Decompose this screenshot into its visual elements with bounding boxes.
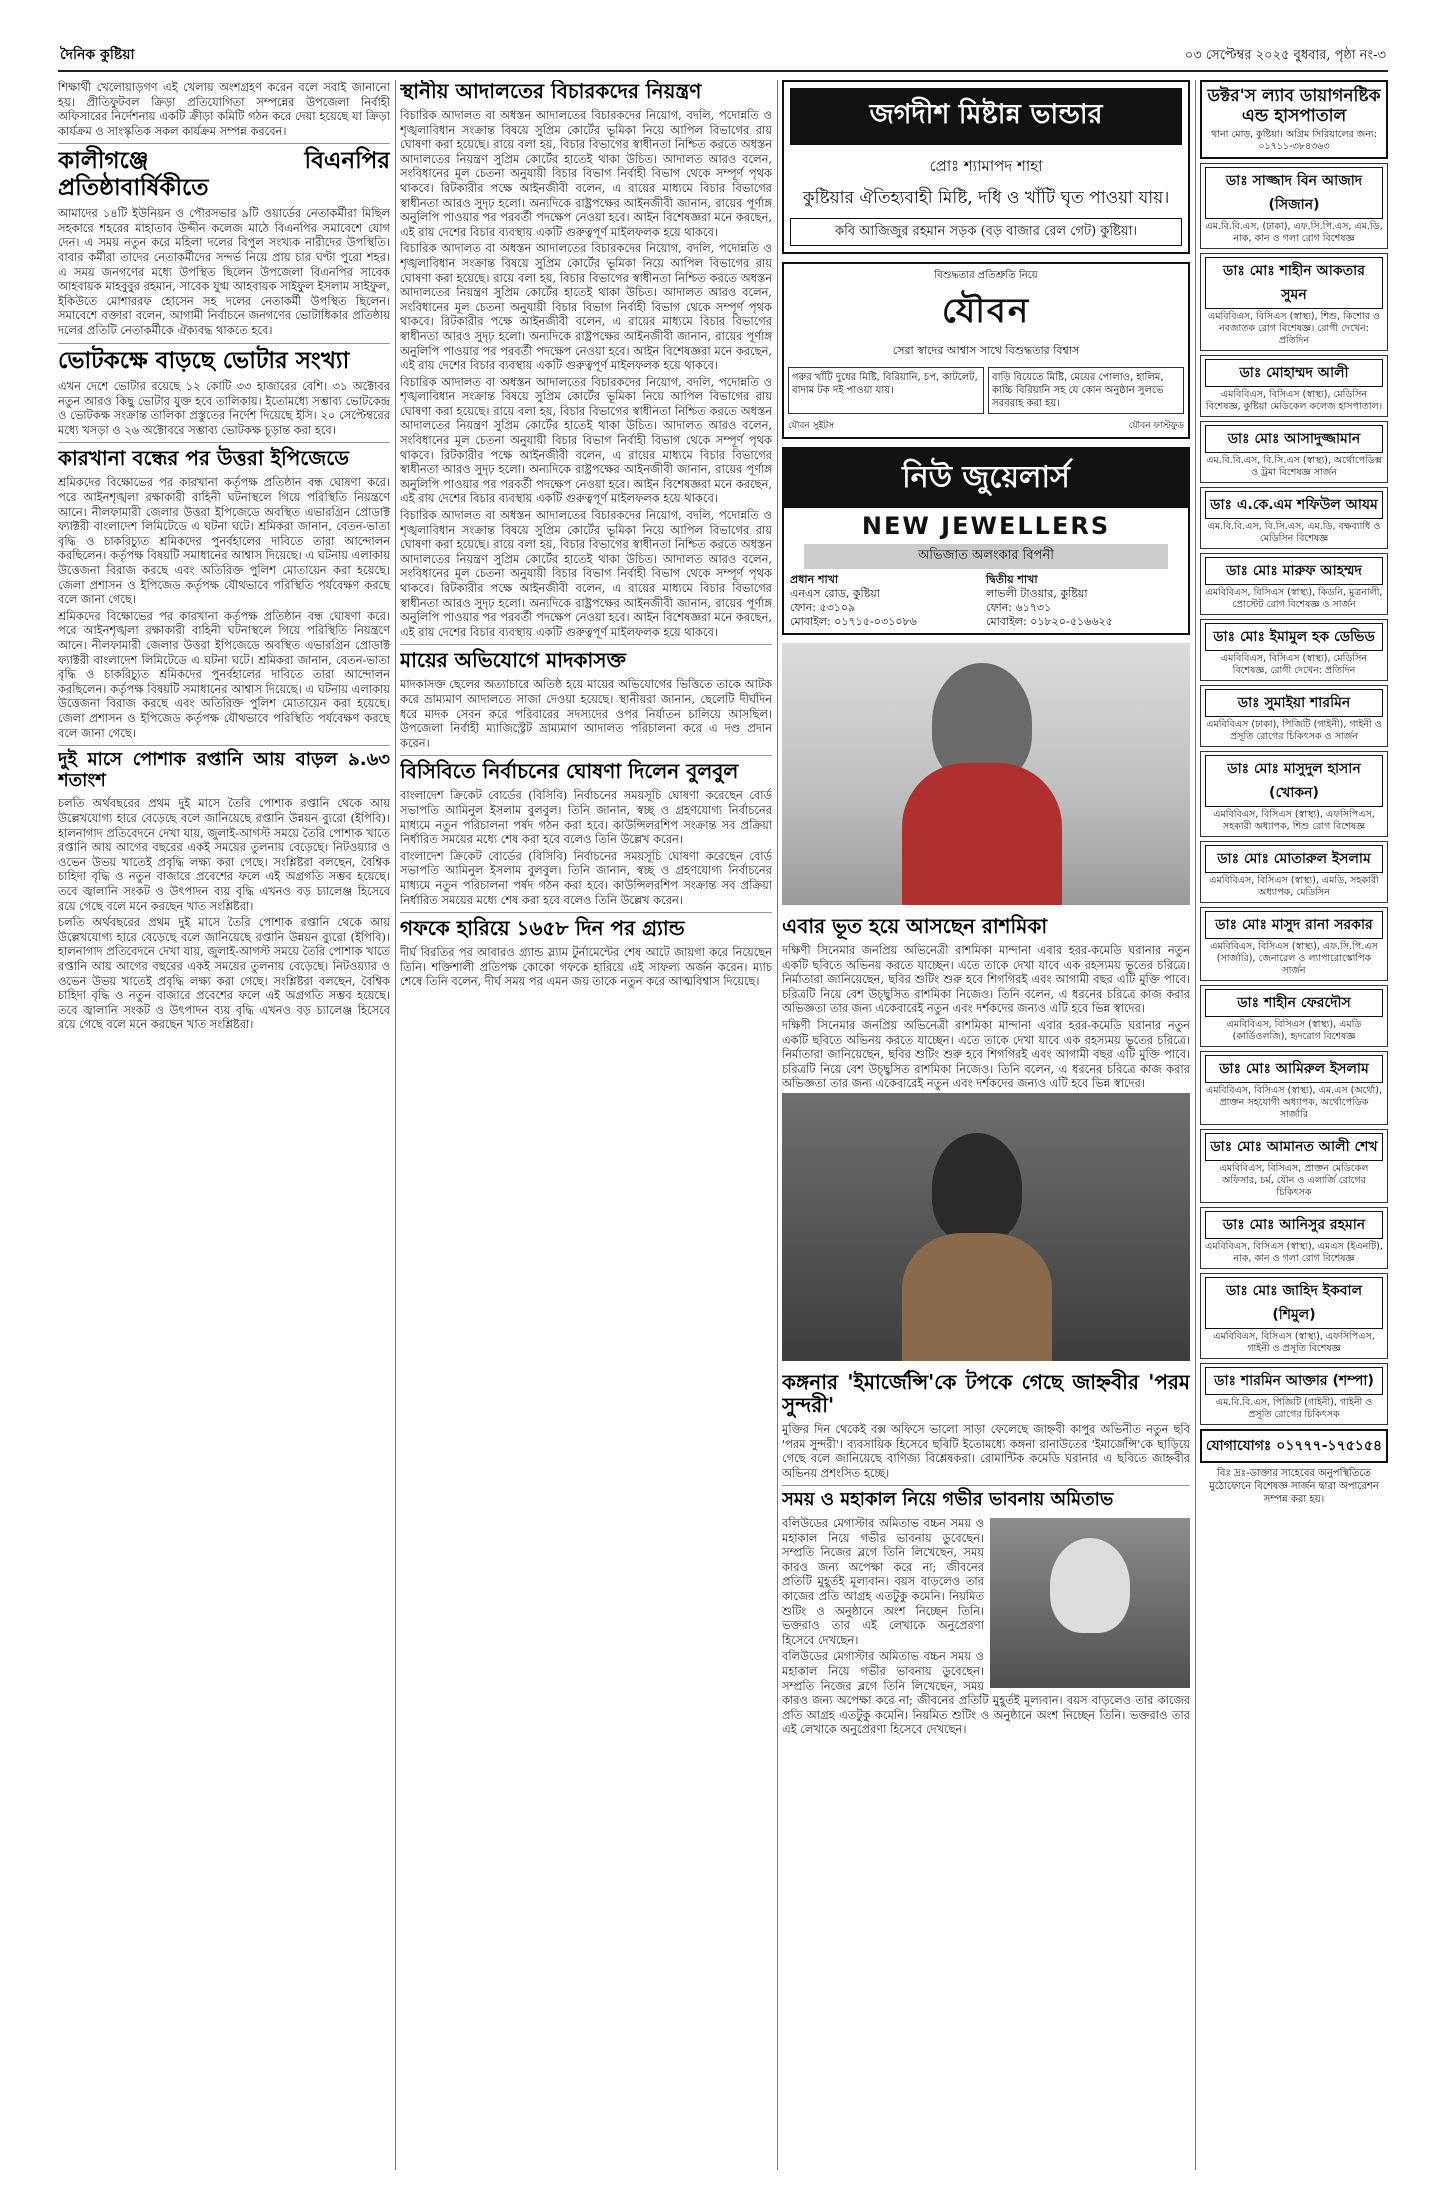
ad-jouban-foot-right: যৌবন ফাস্টফুড (1128, 421, 1184, 431)
masthead (58, 46, 1388, 72)
doctor-card[interactable] (1200, 841, 1388, 903)
newspaper-page (58, 46, 1388, 2176)
photo-janhvi[interactable] (782, 1093, 1190, 1361)
ad-sweet-desc: কুষ্টিয়ার ঐতিহ্যবাহী মিষ্টি, দধি ও খাঁটি ঘৃত পাওয়া যায়। (802, 188, 1170, 208)
lab-sub: থানা মোড়, কুষ্টিয়া। অগ্রিম সিরিয়ালের জন্য: ০১৭১১-৩৮৪৩৬৩ (1211, 129, 1377, 152)
doctor-name: ডাঃ মোঃ মোতারুল ইসলাম (1205, 845, 1383, 873)
article-text-court-cont: বিচারিক আদালত বা অধস্তন আদালতের বিচারকদের নিয়োগ, বদলি, পদোন্নতি ও শৃঙ্খলাবিধান সংক্রান্ত বিষয়ে সুপ্রিম কোর্টের ভূমিকা নিয়ে আপিল বিভাগের রায় ঘোষণা করা হয়েছে। রায়ে বলা হয়, বিচার বিভাগের স্বাধীনতা নিশ্চিত করতে অধস্তন আদালতের নিয়ন্ত্রণ সুপ্রিম কোর্টের হাতেই থাকা উচিত। আদালত আরও বলেন, সংবিধানের মূল চেতনা অনুযায়ী বিচার বিভাগ নির্বাহী বিভাগ থেকে সম্পূর্ণ পৃথক থাকবে। রিটকারীর পক্ষে আইনজীবী বলেন, এ রায়ের মাধ্যমে বিচার বিভাগের স্বাধীনতা আরও সুদৃঢ় হলো। অন্যদিকে রাষ্ট্রপক্ষের আইনজীবী জানান, রায়ের পূর্ণাঙ্গ অনুলিপি পাওয়ার পর পরবর্তী পদক্ষেপ নেওয়া হবে। আইন বিশেষজ্ঞরা মনে করছেন, এই রায় দেশের বিচার ব্যবস্থায় একটি গুরুত্বপূর্ণ মাইলফলক হয়ে থাকবে। (400, 241, 772, 373)
branch-phone: ফোন: ৬১৭৩১ (986, 601, 1052, 614)
ad-sweet-address: কবি আজিজুর রহমান সড়ক (বড় বাজার রেল গেট) কুষ্টিয়া। (790, 218, 1182, 246)
article-text-addict: মাদকাসক্ত ছেলের অত্যাচারে অতিষ্ঠ হয়ে মায়ের অভিযোগের ভিত্তিতে তাকে আটক করে ভ্রাম্যমাণ আদালতে সাজা দেওয়া হয়েছে। স্থানীয়রা জানান, ছেলেটি দীর্ঘদিন ধরে মাদক সেবন করে পরিবারের সদস্যদের ওপর নির্যাতন চালিয়ে আসছিল। উপজেলা নির্বাহী ম্যাজিস্ট্রেট ভ্রাম্যমাণ আদালত পরিচালনা করে এ দণ্ড প্রদান করেন। (400, 677, 772, 750)
article-janhvi (782, 1367, 1190, 1737)
article-text-epz: শ্রমিকদের বিক্ষোভের পর কারখানা কর্তৃপক্ষ প্রতিষ্ঠান বন্ধ ঘোষণা করে। পরে আইনশৃঙ্খলা রক্ষাকারী বাহিনী ঘটনাস্থলে গিয়ে পরিস্থিতি নিয়ন্ত্রণে আনে। নীলফামারী জেলার উত্তরা ইপিজেডে অবস্থিত এভারগ্রিন প্রোডাক্ট ফ্যাক্টরী বাংলাদেশ লিমিটেডে এ ঘটনা ঘটে। শ্রমিকরা জানান, বেতন-ভাতা বৃদ্ধি ও চাকরিচ্যুত শ্রমিকদের পুনর্বহালের দাবিতে তারা আন্দোলন করছিলেন। কর্তৃপক্ষ বিষয়টি সমাধানের আশ্বাস দিয়েছে। এ ঘটনায় এলাকায় উত্তেজনা বিরাজ করছে এবং অতিরিক্ত পুলিশ মোতায়েন করা হয়েছে। জেলা প্রশাসন ও ইপিজেড কর্তৃপক্ষ যৌথভাবে পরিস্থিতি পর্যবেক্ষণ করছে বলে জানা গেছে। (58, 475, 390, 607)
figure-head (932, 1133, 1022, 1243)
ad-doctors-lab[interactable] (1200, 80, 1388, 159)
doctor-card[interactable] (1200, 1273, 1388, 1359)
intro-article-text: শিক্ষার্থী খেলোয়াড়গণ এই খেলায় অংশগ্রহণ করেন বলে সবাই জানানো হয়। প্রীতিফুটবল ক্রিড়া প্রতিযোগিতা সম্পন্নের উপজেলা নির্বাহী অফিসারের নির্দেশনায় একটি ক্রীড়া কমিটি গঠন করে দেয়া হয়েছে যা ক্রিড়া কার্যক্রম ও সাংস্কৃতিক সকল কার্যক্রম সম্পন্ন করবেন। (58, 80, 390, 138)
doctor-name: ডাঃ মোঃ আমানত আলী শেখ (1205, 1133, 1383, 1161)
article-text-rashmika-cont: দক্ষিণী সিনেমার জনপ্রিয় অভিনেত্রী রাশমিকা মান্দানা এবার হরর-কমেডি ঘরানার নতুন একটি ছবিতে অভিনয় করতে যাচ্ছেন। এতে তাকে দেখা যাবে এক রহস্যময় ভূতের চরিত্রে। নির্মাতারা জানিয়েছেন, ছবির শুটিং শুরু হবে শিগগিরই এবং আগামী বছর এটি মুক্তি পাবে। চরিত্রটি নিয়ে বেশ উচ্ছ্বসিত রাশমিকা নিজেও। তিনি বলেন, এ ধরনের চরিত্রে কাজ করার অভিজ্ঞতা তার জন্য একেবারেই নতুন এবং দর্শকদের জন্যও এটি হবে ভিন্ন স্বাদের। (782, 1017, 1190, 1091)
column-rule (777, 80, 778, 2170)
doctor-degrees: এমবিবিএস, বিসিএস (স্বাস্থ্য), এমডি (কার্ডিওলজি), হৃদরোগ বিশেষজ্ঞ (1226, 1019, 1362, 1042)
column-1 (58, 80, 390, 2170)
doctor-name: ডাঃ মোঃ আমিরুল ইসলাম (1205, 1055, 1383, 1083)
doctor-card[interactable] (1200, 1051, 1388, 1125)
doctor-name: ডাঃ মোঃ মাসুদ রানা সরকার (1205, 911, 1383, 939)
article-text-voter: এখন দেশে ভোটার রয়েছে ১২ কোটি ৩৩ হাজারের বেশি। ৩১ অক্টোবর নতুন আরও কিছু ভোটার যুক্ত হবে তালিকায়। ইতোমধ্যে সম্ভাব্য ভোটকেন্দ্র ও ভোটকক্ষ সংক্রান্ত তালিকা প্রস্তুতের নির্দেশ দিয়েছে ইসি। ২০ সেপ্টেম্বরের মধ্যে খসড়া ও ২৬ অক্টোবরে সম্ভাব্য ভোটকক্ষ চূড়ান্ত করা হবে। (58, 379, 390, 437)
article-text-bcb: বাংলাদেশ ক্রিকেট বোর্ডের (বিসিবি) নির্বাচনের সময়সূচি ঘোষণা করেছেন বোর্ড সভাপতি আমিনুল ইসলাম বুলবুল। তিনি জানান, স্বচ্ছ ও গ্রহণযোগ্য নির্বাচনের মাধ্যমে নতুন পরিচালনা পর্ষদ গঠন করা হবে। কাউন্সিলরশিপ সংক্রান্ত সব প্রক্রিয়া নির্ধারিত সময়ের মধ্যে শেষ করা হবে বলেও তিনি উল্লেখ করেন। (400, 788, 772, 847)
doctor-card[interactable] (1200, 907, 1388, 981)
doctor-name: ডাঃ মোঃ জাহিদ ইকবাল (শিমুল) (1205, 1277, 1383, 1329)
footer-note: বিঃ দ্রঃ-ডাক্তার সাহেবের অনুপস্থিতিতে মুঠোফোনে বিশেষজ্ঞ সার্জন দ্বারা অপারেশন সম্পন্ন করা হয়। (1209, 1468, 1379, 1505)
ad-jagadish-sweets[interactable] (782, 80, 1190, 254)
doctor-name: ডাঃ এ.কে.এম শফিউল আযম (1205, 491, 1383, 519)
doctor-degrees: এম.বি.বি.এস, পিজিটি (গাইনী), গাইনী ও প্রসূতি রোগের চিকিৎসক (1215, 1397, 1373, 1420)
doctor-degrees: এমবিবিএস, বিসিএস, প্রাক্তন মেডিকেল অফিসার, চর্ম, যৌন ও এলার্জি রোগের চিকিৎসক (1219, 1163, 1369, 1198)
lab-name: ডক্টর'স ল্যাব ডায়াগনষ্টিক এন্ড হাসপাতাল (1207, 86, 1381, 126)
column-rule (395, 80, 396, 2170)
doctor-card[interactable] (1200, 163, 1388, 249)
doctor-list (1200, 163, 1388, 1425)
ad-jewel-branch-2 (986, 573, 1182, 629)
ad-jouban-right: বাড়ি বিয়েতে মিষ্টি, মেয়ের পোলাও, হালিম, কাচ্চি বিরিয়ানি সহ যে কোন অনুষ্ঠান সুলভে সরবরাহ করা হয়। (988, 367, 1184, 414)
ad-jouban-sweets[interactable] (782, 262, 1190, 439)
headline-voter-count[interactable]: ভোটকক্ষে বাড়ছে ভোটার সংখ্যা (58, 343, 390, 374)
doctor-card[interactable] (1200, 985, 1388, 1047)
doctor-name: ডাঃ সুমাইয়া শারমিন (1205, 689, 1383, 717)
photo-amitabh[interactable] (990, 1518, 1190, 1688)
headline-gauff-grand-slam[interactable]: গফকে হারিয়ে ১৬৫৮ দিন পর গ্র্যান্ড (400, 912, 772, 940)
doctor-degrees: এমবিবিএস, বিসিএস (স্বাস্থ্য), শিশু, কিশোর ও নবজাতক রোগ বিশেষজ্ঞ। রোগী দেখেন: প্রতিদিন (1208, 311, 1380, 346)
ad-new-jewellers[interactable] (782, 447, 1190, 635)
headline-bcb-election[interactable]: বিসিবিতে নির্বাচনের ঘোষণা দিলেন বুলবুল (400, 755, 772, 783)
doctor-card[interactable] (1200, 1207, 1388, 1269)
doctor-degrees: এমবিবিএস (ঢাকা), পিজিটি (গাইনী), গাইনী ও প্রসূতি রোগের চিকিৎসক ও সার্জন (1206, 719, 1382, 742)
branch-title: দ্বিতীয় শাখা (986, 573, 1038, 586)
doctor-degrees: এমবিবিএস, বিসিএস (স্বাস্থ্য), এফসিপিএস, সহকারী অধ্যাপক, শিশু রোগ বিশেষজ্ঞ (1213, 809, 1375, 832)
doctor-card[interactable] (1200, 1363, 1388, 1425)
doctor-name: ডাঃ মোঃ মারুফ আহম্মদ (1205, 557, 1383, 585)
doctor-name: ডাঃ শাহীন ফেরদৌস (1205, 989, 1383, 1017)
doctor-name: ডাঃ শারমিন আক্তার (শম্পা) (1205, 1367, 1383, 1395)
ad-jewel-branch-1 (790, 573, 986, 629)
branch-mobile: মোবাইল: ০১৭১৫-০৩১০৮৬ (790, 615, 917, 628)
doctor-degrees: এম.বি.বি.এস, বি.সি.এস (স্বাস্থ্য), অর্থোপেডিক্স ও ট্রমা বিশেষজ্ঞ সার্জন (1206, 455, 1382, 478)
doctor-card[interactable] (1200, 553, 1388, 615)
ad-sweet-proprietor: প্রোঃ শ্যামাপদ শাহা (929, 157, 1043, 175)
article-text-bnp: আমাদের ১৪টি ইউনিয়ন ও পৌরসভার ৯টি ওয়ার্ডের নেতাকর্মীরা মিছিল সহকারে শহরের মাহাতাব উদ্দীন কলেজ মাঠে বিএনপির সমাবেশে যোগ দেন। এ সময় নতুন করে মহিলা দলের বিপুল সংখ্যক নারীদের উপস্থিতি। বাবার কর্মীরা তাদের নেতাকর্মীদের সন্দর্ভ নিয়ে প্রায় চার ঘণ্টা পুরো শহর। এ সময় জনগণের মধ্যে উপস্থিত ছিলেন উপজেলা বিএনপির সাবেক আহবায়ক মাহবুবুর রহমান, সাবেক যুগ্ম আহবায়ক সাইফুল ইসলাম সাইফুল, ইকিউতে মোশাররফ হোসেন সহ দলের নেতাকর্মী উপস্থিত ছিলেন। সমাবেশে বক্তারা বলেন, আগামী নির্বাচনে জনগণের ভোটাধিকার প্রতিষ্ঠায় দলের প্রতিটি নেতাকর্মীকে ঐক্যবদ্ধ থাকতে হবে। (58, 206, 390, 337)
doctor-degrees: এম.বি.বি.এস, (ঢাকা), এফ.সি.পি.এস, এম.ডি, নাক, কান ও গলা রোগ বিশেষজ্ঞ (1205, 221, 1383, 244)
headline-epz-factory[interactable]: কারখানা বন্ধের পর উত্তরা ইপিজেডে (58, 442, 390, 470)
article-text-rashmika: দক্ষিণী সিনেমার জনপ্রিয় অভিনেত্রী রাশমিকা মান্দানা এবার হরর-কমেডি ঘরানার নতুন একটি ছবিতে অভিনয় করতে যাচ্ছেন। এতে তাকে দেখা যাবে এক রহস্যময় ভূতের চরিত্রে। নির্মাতারা জানিয়েছেন, ছবির শুটিং শুরু হবে শিগগিরই এবং আগামী বছর এটি মুক্তি পাবে। চরিত্রটি নিয়ে বেশ উচ্ছ্বসিত রাশমিকা নিজেও। তিনি বলেন, এ ধরনের চরিত্রে কাজ করার অভিজ্ঞতা তার জন্য একেবারেই নতুন এবং দর্শকদের জন্যও এটি হবে ভিন্ন স্বাদের। (782, 943, 1190, 1016)
doctor-degrees: এমবিবিএস, বিসিএস (স্বাস্থ্য), এফ.সি.পি.এস (সার্জারি), জেনারেল ও ল্যাপারোস্কোপিক সার্জন (1210, 941, 1378, 976)
doctor-card[interactable] (1200, 751, 1388, 837)
article-text-bcb-cont: বাংলাদেশ ক্রিকেট বোর্ডের (বিসিবি) নির্বাচনের সময়সূচি ঘোষণা করেছেন বোর্ড সভাপতি আমিনুল ইসলাম বুলবুল। তিনি জানান, স্বচ্ছ ও গ্রহণযোগ্য নির্বাচনের মাধ্যমে নতুন পরিচালনা পর্ষদ গঠন করা হবে। কাউন্সিলরশিপ সংক্রান্ত সব প্রক্রিয়া নির্ধারিত সময়ের মধ্যে শেষ করা হবে বলেও তিনি উল্লেখ করেন। (400, 848, 772, 907)
doctor-degrees: এমবিবিএস, বিসিএস (স্বাস্থ্য), মেডিসিন বিশেষজ্ঞ, কুষ্টিয়া মেডিকেল কলেজ হাসপাতাল। (1205, 389, 1383, 412)
ad-jewel-bn-name: নিউ জুয়েলার্স (784, 449, 1188, 508)
article-text-court-cont3: বিচারিক আদালত বা অধস্তন আদালতের বিচারকদের নিয়োগ, বদলি, পদোন্নতি ও শৃঙ্খলাবিধান সংক্রান্ত বিষয়ে সুপ্রিম কোর্টের ভূমিকা নিয়ে আপিল বিভাগের রায় ঘোষণা করা হয়েছে। রায়ে বলা হয়, বিচার বিভাগের স্বাধীনতা নিশ্চিত করতে অধস্তন আদালতের নিয়ন্ত্রণ সুপ্রিম কোর্টের হাতেই থাকা উচিত। আদালত আরও বলেন, সংবিধানের মূল চেতনা অনুযায়ী বিচার বিভাগ নির্বাহী বিভাগ থেকে সম্পূর্ণ পৃথক থাকবে। রিটকারীর পক্ষে আইনজীবী বলেন, এ রায়ের মাধ্যমে বিচার বিভাগের স্বাধীনতা আরও সুদৃঢ় হলো। অন্যদিকে রাষ্ট্রপক্ষের আইনজীবী জানান, রায়ের পূর্ণাঙ্গ অনুলিপি পাওয়ার পর পরবর্তী পদক্ষেপ নেওয়া হবে। আইন বিশেষজ্ঞরা মনে করছেন, এই রায় দেশের বিচার ব্যবস্থায় একটি গুরুত্বপূর্ণ মাইলফলক হয়ে থাকবে। (400, 508, 772, 639)
article-text-garment: চলতি অর্থবছরের প্রথম দুই মাসে তৈরি পোশাক রপ্তানি থেকে আয় উল্লেখযোগ্য হারে বেড়েছে বলে জানিয়েছে রপ্তানি উন্নয়ন ব্যুরো (ইপিবি)। হালনাগাদ প্রতিবেদনে দেখা যায়, জুলাই-আগস্ট সময়ে তৈরি পোশাক খাতে রপ্তানি আয় আগের বছরের একই সময়ের তুলনায় বেড়েছে। নিটওয়্যার ও ওভেন উভয় খাতেই প্রবৃদ্ধি লক্ষ্য করা গেছে। সংশ্লিষ্টরা বলছেন, বৈশ্বিক চাহিদা বৃদ্ধি ও নতুন বাজারে প্রবেশের ফলে এই অগ্রগতি সম্ভব হয়েছে। তবে জ্বালানি সংকট ও উৎপাদন ব্যয় বৃদ্ধি এখনও বড় চ্যালেঞ্জ হিসেবে রয়ে গেছে বলে মনে করছেন খাত সংশ্লিষ্টরা। (58, 796, 390, 913)
ad-sweet-title: জগদীশ মিষ্টান্ন ভান্ডার (790, 88, 1182, 145)
doctor-name: ডাঃ মোঃ শাহীন আকতার সুমন (1205, 257, 1383, 309)
contact-number[interactable]: যোগাযোগঃ ০১৭৭৭-১৭৫১৫৪ (1200, 1429, 1388, 1463)
branch-phone: ফোন: ৫৩১০৯ (790, 601, 856, 614)
article-text-epz-cont: শ্রমিকদের বিক্ষোভের পর কারখানা কর্তৃপক্ষ প্রতিষ্ঠান বন্ধ ঘোষণা করে। পরে আইনশৃঙ্খলা রক্ষাকারী বাহিনী ঘটনাস্থলে গিয়ে পরিস্থিতি নিয়ন্ত্রণে আনে। নীলফামারী জেলার উত্তরা ইপিজেডে অবস্থিত এভারগ্রিন প্রোডাক্ট ফ্যাক্টরী বাংলাদেশ লিমিটেডে এ ঘটনা ঘটে। শ্রমিকরা জানান, বেতন-ভাতা বৃদ্ধি ও চাকরিচ্যুত শ্রমিকদের পুনর্বহালের দাবিতে তারা আন্দোলন করছিলেন। কর্তৃপক্ষ বিষয়টি সমাধানের আশ্বাস দিয়েছে। এ ঘটনায় এলাকায় উত্তেজনা বিরাজ করছে এবং অতিরিক্ত পুলিশ মোতায়েন করা হয়েছে। জেলা প্রশাসন ও ইপিজেড কর্তৃপক্ষ যৌথভাবে পরিস্থিতি পর্যবেক্ষণ করছে বলে জানা গেছে। (58, 608, 390, 740)
column-rule (1195, 80, 1196, 2170)
column-3-4 (782, 80, 1190, 2170)
ad-jewel-en-name: NEW JEWELLERS (861, 512, 1111, 540)
column-2 (400, 80, 772, 2170)
ad-jouban-left: গরুর খাঁটি দুধের মিষ্টি, বিরিয়ানি, চপ, কাটলেট, বাদাম টক দই পাওয়া যায়। (788, 367, 984, 414)
ad-jouban-foot-left: যৌবন সুইটস (788, 421, 835, 431)
article-text-court-cont2: বিচারিক আদালত বা অধস্তন আদালতের বিচারকদের নিয়োগ, বদলি, পদোন্নতি ও শৃঙ্খলাবিধান সংক্রান্ত বিষয়ে সুপ্রিম কোর্টের ভূমিকা নিয়ে আপিল বিভাগের রায় ঘোষণা করা হয়েছে। রায়ে বলা হয়, বিচার বিভাগের স্বাধীনতা নিশ্চিত করতে অধস্তন আদালতের নিয়ন্ত্রণ সুপ্রিম কোর্টের হাতেই থাকা উচিত। আদালত আরও বলেন, সংবিধানের মূল চেতনা অনুযায়ী বিচার বিভাগ নির্বাহী বিভাগ থেকে সম্পূর্ণ পৃথক থাকবে। রিটকারীর পক্ষে আইনজীবী বলেন, এ রায়ের মাধ্যমে বিচার বিভাগের স্বাধীনতা আরও সুদৃঢ় হলো। অন্যদিকে রাষ্ট্রপক্ষের আইনজীবী জানান, রায়ের পূর্ণাঙ্গ অনুলিপি পাওয়ার পর পরবর্তী পদক্ষেপ নেওয়া হবে। আইন বিশেষজ্ঞরা মনে করছেন, এই রায় দেশের বিচার ব্যবস্থায় একটি গুরুত্বপূর্ণ মাইলফলক হয়ে থাকবে। (400, 374, 772, 506)
headline-garment-export[interactable]: দুই মাসে পোশাক রপ্তানি আয় বাড়ল ৯.৬৩ শতাংশ (58, 745, 390, 791)
doctor-card[interactable] (1200, 421, 1388, 483)
article-text-gauff: দীর্ঘ বিরতির পর আবারও গ্র্যান্ড স্ল্যাম টুর্নামেন্টের শেষ আটে জায়গা করে নিয়েছেন তিনি। শক্তিশালী প্রতিপক্ষ কোকো গফকে হারিয়ে এই সাফল্য অর্জন করেন। ম্যাচ শেষে তিনি বলেন, দীর্ঘ সময় পর এমন জয় তাকে নতুন করে আত্মবিশ্বাস দিয়েছে। (400, 945, 772, 989)
doctor-name: ডাঃ মোঃ ইমামুল হক ডেভিড (1205, 623, 1383, 651)
ad-jouban-top: বিশুদ্ধতার প্রতিশ্রুতি নিয়ে (934, 270, 1038, 281)
doctor-card[interactable] (1200, 685, 1388, 747)
branch-address: লাভলী টাওয়ার, কুষ্টিয়া (986, 587, 1088, 600)
headline-janhvi[interactable]: কঙ্গনার 'ইমার্জেন্সি'কে টপকে গেছে জাহ্নবীর 'পরম সুন্দরী' (782, 1369, 1190, 1417)
article-text-amitabh: বলিউডের মেগাস্টার অমিতাভ বচ্চন সময় ও মহাকাল নিয়ে গভীর ভাবনায় ডুবেছেন। সম্প্রতি নিজের ব্লগে তিনি লিখেছেন, সময় কারও জন্য অপেক্ষা করে না; জীবনের প্রতিটি মুহূর্তই মূল্যবান। বয়স বাড়লেও তার কাজের প্রতি আগ্রহ এতটুকু কমেনি। নিয়মিত শুটিং ও অনুষ্ঠানে অংশ নিচ্ছেন তিনি। ভক্তরাও তার এই লেখাকে অনুপ্রেরণা হিসেবে দেখছেন। (782, 1516, 984, 1647)
figure-head (1050, 1538, 1130, 1633)
paper-name: দৈনিক কুষ্টিয়া (60, 47, 135, 63)
ad-jewel-tagline: অভিজাত অলংকার বিপনী (804, 544, 1168, 569)
headline-amitabh[interactable]: সময় ও মহাকাল নিয়ে গভীর ভাবনায় অমিতাভ (782, 1485, 1190, 1511)
doctor-degrees: এমবিবিএস, বিসিএস (স্বাস্থ্য), এম.এস (অর্থো), প্রাক্তন সহযোগী অধ্যাপক, অর্থোপেডিক সার্জারি (1205, 1085, 1383, 1120)
doctor-degrees: এম.বি.বি.এস, বি.সি.এস, এম.ডি, বক্ষব্যাধি ও মেডিসিন বিশেষজ্ঞ (1207, 521, 1381, 544)
doctor-degrees: এমবিবিএস, বিসিএস (স্বাস্থ্য), এফসিপিএস, গাইনী ও প্রসূতি বিশেষজ্ঞ (1213, 1331, 1375, 1354)
headline-court-control[interactable]: স্থানীয় আদালতের বিচারকদের নিয়ন্ত্রণ (400, 80, 702, 103)
article-text-court: বিচারিক আদালত বা অধস্তন আদালতের বিচারকদের নিয়োগ, বদলি, পদোন্নতি ও শৃঙ্খলাবিধান সংক্রান্ত বিষয়ে সুপ্রিম কোর্টের ভূমিকা নিয়ে আপিল বিভাগের রায় ঘোষণা করা হয়েছে। রায়ে বলা হয়, বিচার বিভাগের স্বাধীনতা নিশ্চিত করতে অধস্তন আদালতের নিয়ন্ত্রণ সুপ্রিম কোর্টের হাতেই থাকা উচিত। আদালত আরও বলেন, সংবিধানের মূল চেতনা অনুযায়ী বিচার বিভাগ নির্বাহী বিভাগ থেকে সম্পূর্ণ পৃথক থাকবে। রিটকারীর পক্ষে আইনজীবী বলেন, এ রায়ের মাধ্যমে বিচার বিভাগের স্বাধীনতা আরও সুদৃঢ় হলো। অন্যদিকে রাষ্ট্রপক্ষের আইনজীবী জানান, রায়ের পূর্ণাঙ্গ অনুলিপি পাওয়ার পর পরবর্তী পদক্ষেপ নেওয়া হবে। আইন বিশেষজ্ঞরা মনে করছেন, এই রায় দেশের বিচার ব্যবস্থায় একটি গুরুত্বপূর্ণ মাইলফলক হয়ে থাকবে। (400, 108, 772, 239)
doctor-degrees: এমবিবিএস, বিসিএস (স্বাস্থ্য), এমএস (ইএনটি), নাক, কান ও গলা রোগ বিশেষজ্ঞ (1205, 1241, 1383, 1264)
branch-mobile: মোবাইল: ০১৮২০-৫১৬৬২৫ (986, 615, 1113, 628)
headline-addict-mother[interactable]: মায়ের অভিযোগে মাদকাসক্ত (400, 644, 772, 672)
doctor-card[interactable] (1200, 253, 1388, 351)
doctor-degrees: এমবিবিএস, বিসিএস (স্বাস্থ্য), মেডিসিন বিশেষজ্ঞ, রোগী দেখেন: প্রতিদিন (1220, 653, 1368, 676)
headline-rashmika[interactable]: এবার ভূত হয়ে আসছেন রাশমিকা (782, 914, 1048, 938)
photo-rashmika[interactable] (782, 643, 1190, 905)
article-text-janhvi: মুক্তির দিন থেকেই বক্স অফিসে ভালো সাড়া ফেলেছে জাহ্নবী কাপুর অভিনীত নতুন ছবি 'পরম সুন্দরী'। ব্যবসায়িক হিসেবে ছবিটি ইতোমধ্যে কঙ্গনা রানাউতের 'ইমার্জেন্সি'কে ছাড়িয়ে গেছে বলে জানিয়েছে বাণিজ্য বিশ্লেষকরা। রোমান্টিক কমেডি ঘরানার এ ছবিতে জাহ্নবীর অভিনয় প্রশংসিত হচ্ছে। (782, 1421, 1190, 1480)
doctor-name: ডাঃ মোঃ আনিসুর রহমান (1205, 1211, 1383, 1239)
headline-bnp-anniversary[interactable]: কালীগঞ্জে বিএনপির প্রতিষ্ঠাবার্ষিকীতে (58, 143, 390, 201)
branch-address: এনএস রোড, কুষ্টিয়া (790, 587, 880, 600)
doctor-name: ডাঃ মোঃ আসাদুজ্জামান (1205, 425, 1383, 453)
doctor-card[interactable] (1200, 619, 1388, 681)
date-line: ০৩ সেপ্টেম্বর ২০২৫ বুধবার, পৃষ্ঠা নং-৩ (1184, 48, 1386, 63)
ad-jouban-slogan: সেরা স্বাদের আশ্বাস সাথে বিশুদ্ধতার বিশ্বাস (892, 344, 1080, 357)
ad-jouban-brand: যৌবন (941, 291, 1031, 331)
doctor-card[interactable] (1200, 1129, 1388, 1203)
figure-body (902, 1233, 1052, 1361)
figure-dress (902, 763, 1062, 905)
article-text-garment-cont: চলতি অর্থবছরের প্রথম দুই মাসে তৈরি পোশাক রপ্তানি থেকে আয় উল্লেখযোগ্য হারে বেড়েছে বলে জানিয়েছে রপ্তানি উন্নয়ন ব্যুরো (ইপিবি)। হালনাগাদ প্রতিবেদনে দেখা যায়, জুলাই-আগস্ট সময়ে তৈরি পোশাক খাতে রপ্তানি আয় আগের বছরের একই সময়ের তুলনায় বেড়েছে। নিটওয়্যার ও ওভেন উভয় খাতেই প্রবৃদ্ধি লক্ষ্য করা গেছে। সংশ্লিষ্টরা বলছেন, বৈশ্বিক চাহিদা বৃদ্ধি ও নতুন বাজারে প্রবেশের ফলে এই অগ্রগতি সম্ভব হয়েছে। তবে জ্বালানি সংকট ও উৎপাদন ব্যয় বৃদ্ধি এখনও বড় চ্যালেঞ্জ হিসেবে রয়ে গেছে বলে মনে করছেন খাত সংশ্লিষ্টরা। (58, 915, 390, 1032)
doctor-name: ডাঃ মোহাম্মদ আলী (1205, 359, 1383, 387)
article-text-amitabh-cont: বলিউডের মেগাস্টার অমিতাভ বচ্চন সময় ও মহাকাল নিয়ে গভীর ভাবনায় ডুবেছেন। সম্প্রতি নিজের ব্লগে তিনি লিখেছেন, সময় কারও জন্য অপেক্ষা করে না; জীবনের প্রতিটি মুহূর্তই মূল্যবান। বয়স বাড়লেও তার কাজের প্রতি আগ্রহ এতটুকু কমেনি। নিয়মিত শুটিং ও অনুষ্ঠানে অংশ নিচ্ছেন তিনি। ভক্তরাও তার এই লেখাকে অনুপ্রেরণা হিসেবে দেখছেন। (782, 1649, 1190, 1737)
branch-title: প্রধান শাখা (790, 573, 839, 586)
doctor-degrees: এমবিবিএস, বিসিএস (স্বাস্থ্য), কিডনি, মুত্রনালী, প্রোস্টেট রোগ বিশেষজ্ঞ ও সার্জন (1205, 587, 1383, 610)
article-rashmika (782, 911, 1190, 1091)
doctor-card[interactable] (1200, 355, 1388, 417)
column-5-doctors (1200, 80, 1388, 2170)
doctor-card[interactable] (1200, 487, 1388, 549)
doctor-degrees: এমবিবিএস, বিসিএস (স্বাস্থ্য), এমডি, সহকারী অধ্যাপক, মেডিসিন (1209, 875, 1379, 898)
doctor-name: ডাঃ মোঃ মাসুদুল হাসান (খোকন) (1205, 755, 1383, 807)
doctor-name: ডাঃ সাজ্জাদ বিন আজাদ (সিজান) (1205, 167, 1383, 219)
